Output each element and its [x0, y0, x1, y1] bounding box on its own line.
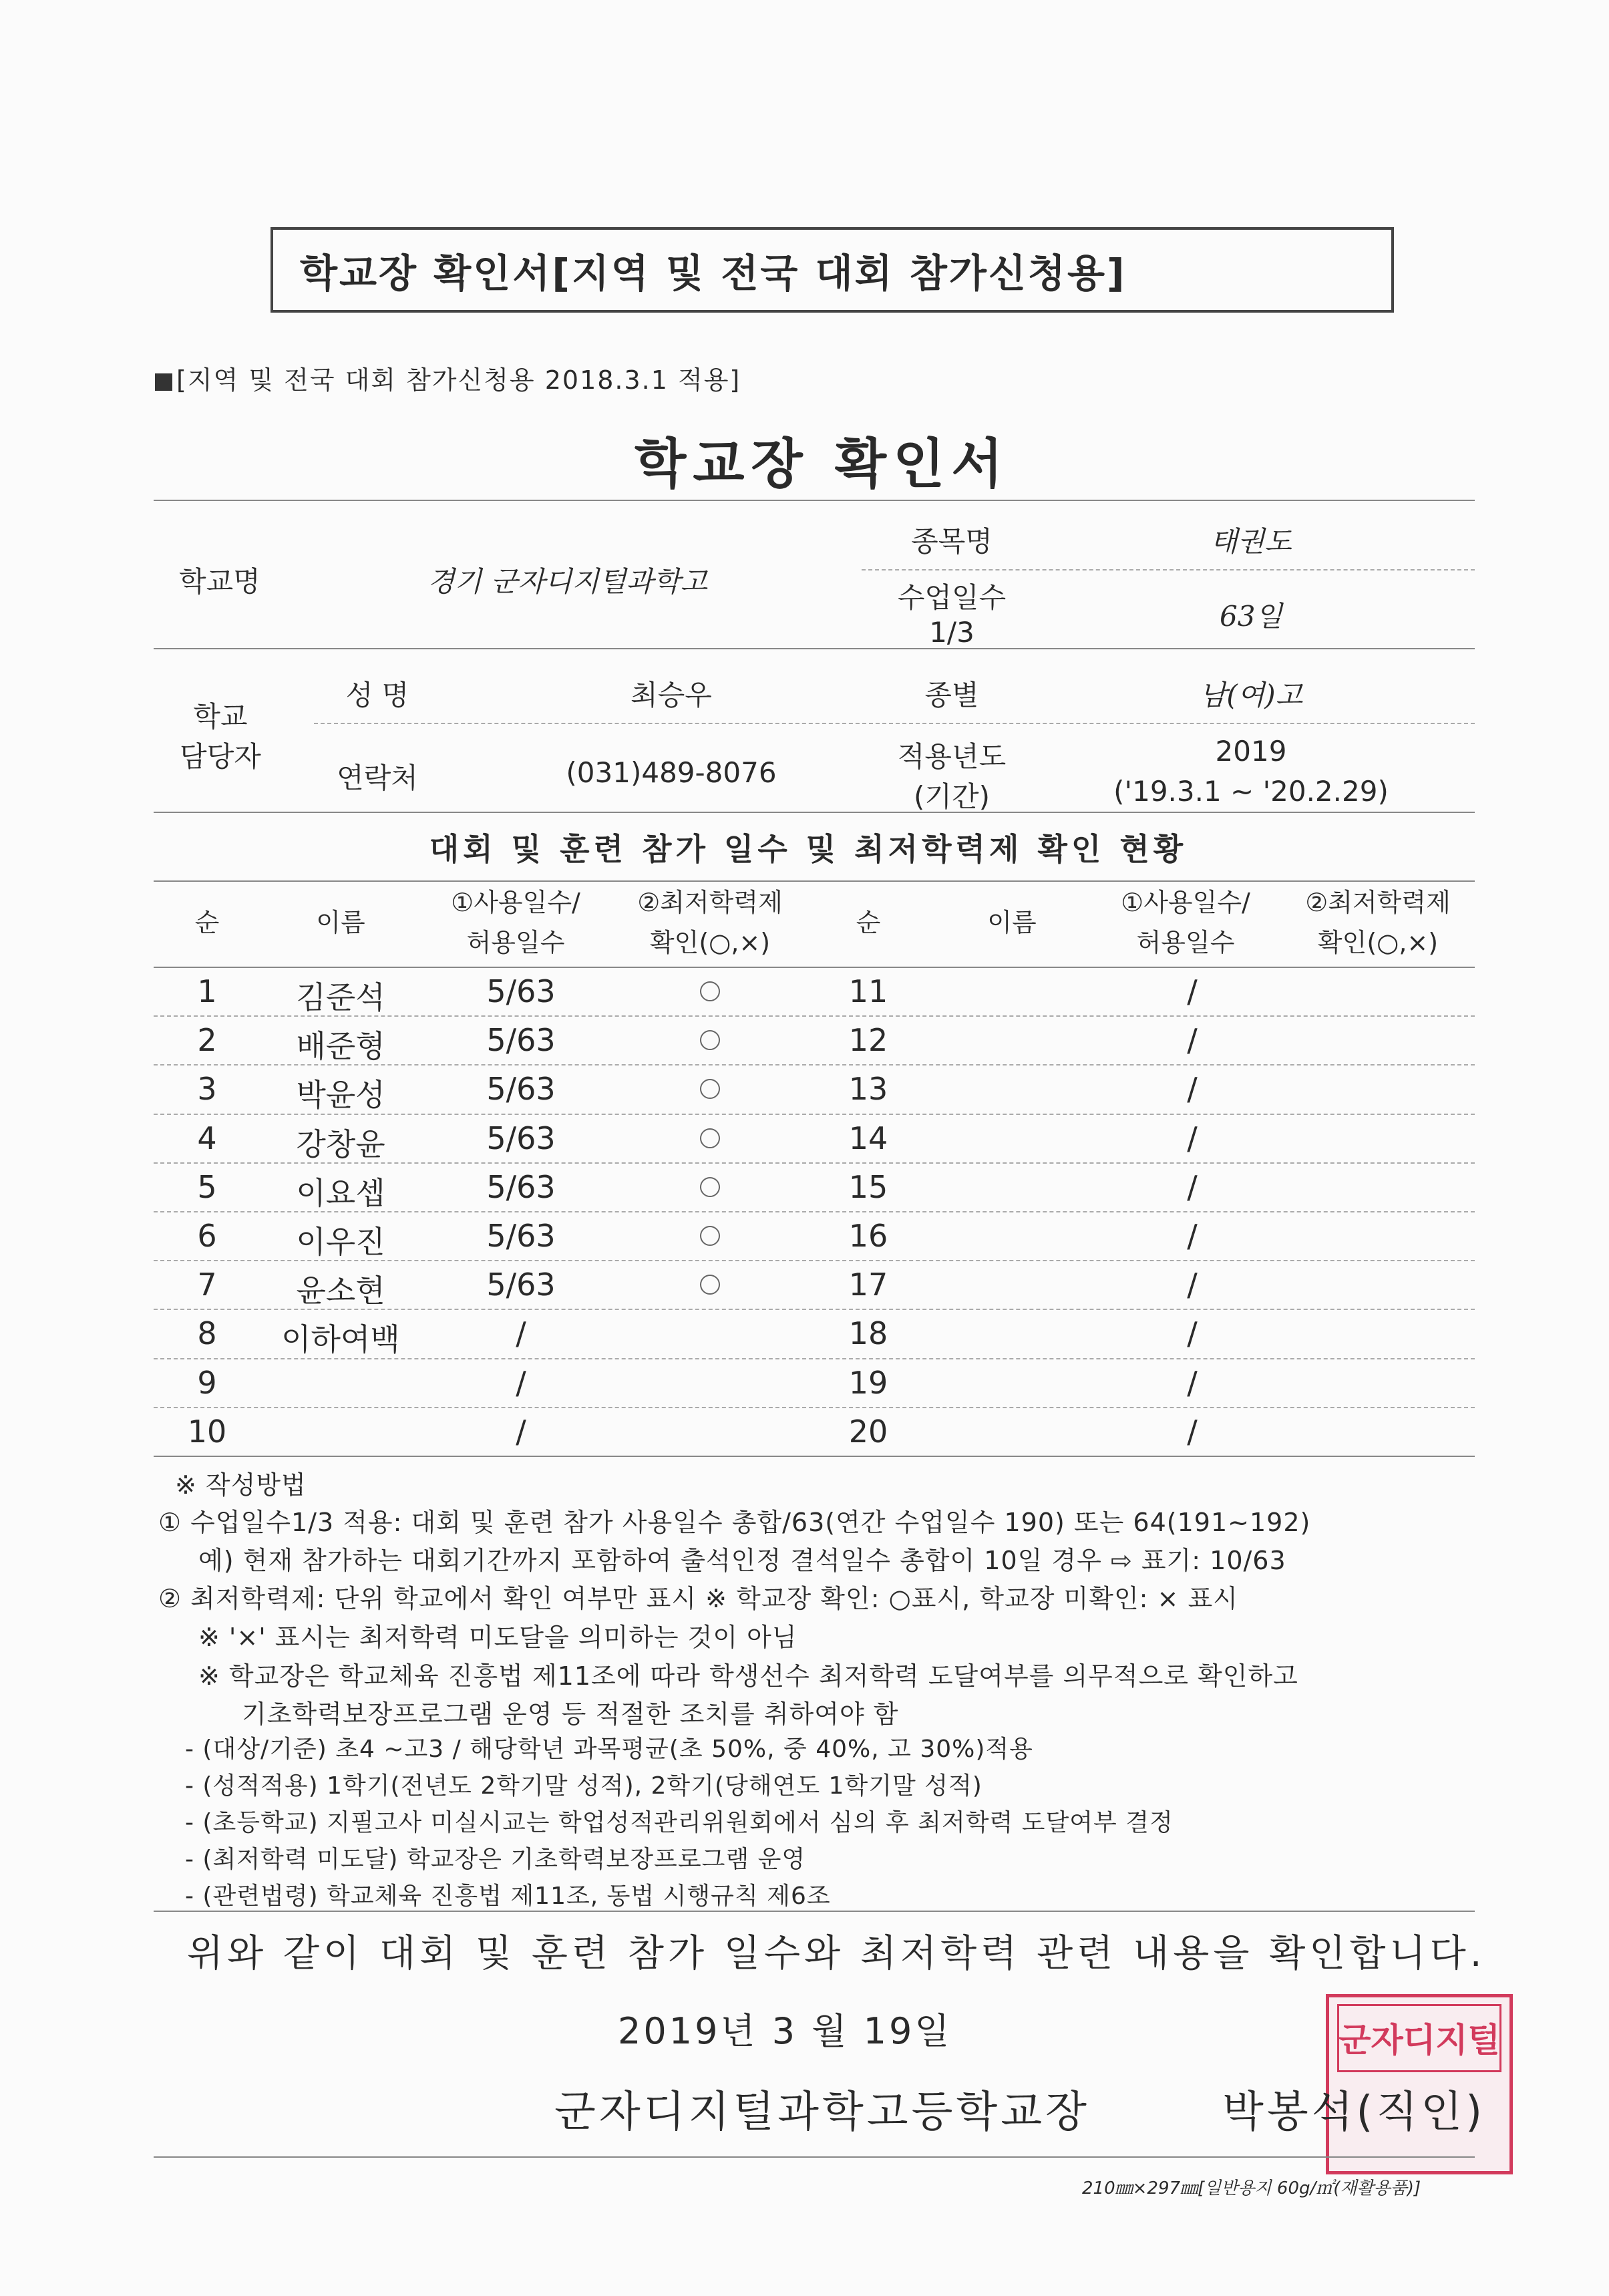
manager-label-1: 학교: [193, 700, 248, 733]
note-line: - (초등학교) 지필고사 미실시교는 학업성적관리위원회에서 심의 후 최저학력 도달여부 결정: [185, 1809, 1174, 1836]
check-circle-icon: [700, 981, 720, 1001]
note-line: - (성적적용) 1학기(전년도 2학기말 성적), 2학기(당해연도 1학기말 성적): [185, 1772, 982, 1800]
check-circle-icon: [700, 1030, 720, 1050]
used-days: /: [516, 1364, 526, 1401]
row-divider: [154, 1211, 1475, 1212]
row-number: 1: [197, 973, 217, 1009]
header-days-1-right: ①사용일수/: [1121, 888, 1250, 917]
event-value: 태권도: [1210, 525, 1292, 558]
row-number: 10: [187, 1413, 227, 1450]
square-bullet-icon: [155, 373, 172, 391]
check-circle-icon: [700, 1275, 720, 1295]
divider: [154, 967, 1475, 968]
days-label: 수업일수: [897, 581, 1007, 614]
used-days: /: [1187, 1022, 1198, 1059]
used-days: 5/63: [486, 1120, 556, 1156]
row-divider: [154, 1456, 1475, 1457]
row-number: 9: [197, 1364, 217, 1401]
row-divider: [154, 1064, 1475, 1065]
check-circle-icon: [700, 1079, 720, 1099]
check-circle-icon: [700, 1226, 720, 1246]
row-divider: [154, 1407, 1475, 1408]
row-divider: [154, 1114, 1475, 1115]
section-title: 대회 및 훈련 참가 일수 및 최저학력제 확인 현황: [429, 831, 1188, 867]
application-note-text: [지역 및 전국 대회 참가신청용 2018.3.1 적용]: [176, 365, 741, 395]
used-days: /: [1187, 1120, 1198, 1156]
row-number: 16: [848, 1218, 888, 1254]
row-number: 11: [848, 973, 888, 1009]
divider: [154, 2156, 1475, 2158]
row-number: 8: [197, 1315, 217, 1352]
confirmation-statement: 위와 같이 대회 및 훈련 참가 일수와 최저학력 관련 내용을 확인합니다.: [187, 1932, 1486, 1975]
student-name: 배준형: [296, 1028, 385, 1065]
used-days: /: [1187, 1168, 1198, 1205]
header-name: 이름: [316, 908, 365, 937]
school-value: 경기 군자디지털과학고: [427, 565, 708, 598]
used-days: 5/63: [486, 973, 556, 1009]
student-name: 윤소현: [296, 1273, 385, 1309]
used-days: 5/63: [486, 1218, 556, 1254]
page-title: 학교장 확인서: [635, 433, 1010, 495]
row-number: 12: [848, 1022, 888, 1059]
check-circle-icon: [700, 1177, 720, 1197]
note-line: - (대상/기준) 초4 ~고3 / 해당학년 과목평균(초 50%, 중 40%, 고 30%)적용: [185, 1736, 1033, 1763]
student-name: 이하여백: [281, 1321, 400, 1358]
student-name: 김준석: [296, 979, 385, 1015]
header-no-right: 순: [856, 908, 881, 937]
used-days: /: [1187, 1413, 1198, 1450]
row-divider: [154, 1015, 1475, 1017]
divider: [314, 723, 1475, 724]
type-value: 남(여)고: [1199, 679, 1303, 711]
seal-text: 군자디지털: [1338, 2021, 1500, 2060]
note-line: - (관련법령) 학교체육 진흥법 제11조, 동법 시행규칙 제6조: [185, 1882, 831, 1910]
row-number: 19: [848, 1364, 888, 1401]
divider: [862, 569, 1475, 570]
days-sub: 1/3: [929, 616, 974, 649]
header-min-2: 확인(○,×): [649, 928, 771, 957]
student-name: 이우진: [296, 1224, 385, 1260]
used-days: /: [516, 1315, 526, 1352]
row-divider: [154, 1358, 1475, 1359]
contact-value: (031)489-8076: [566, 756, 777, 789]
note-line: ※ 학교장은 학교체육 진흥법 제11조에 따라 학생선수 최저학력 도달여부를 의무적으로 확인하고: [198, 1661, 1298, 1691]
divider: [154, 500, 1475, 501]
boxed-title: 학교장 확인서[지역 및 전국 대회 참가신청용]: [271, 227, 1394, 313]
header-no: 순: [194, 908, 220, 937]
header-days-2: 허용일수: [466, 928, 565, 957]
header-days-1: ①사용일수/: [451, 888, 580, 917]
row-number: 18: [848, 1315, 888, 1352]
row-number: 20: [848, 1413, 888, 1450]
used-days: 5/63: [486, 1022, 556, 1059]
row-number: 6: [197, 1218, 217, 1254]
event-label: 종목명: [911, 525, 993, 558]
row-number: 7: [197, 1267, 217, 1303]
used-days: 5/63: [486, 1267, 556, 1303]
used-days: 5/63: [486, 1168, 556, 1205]
row-number: 5: [197, 1168, 217, 1205]
row-number: 13: [848, 1071, 888, 1108]
application-note: [155, 359, 741, 396]
row-number: 3: [197, 1071, 217, 1108]
student-name: 이요셉: [296, 1174, 385, 1211]
used-days: /: [516, 1413, 526, 1450]
principal-name: 박봉석(직인): [1222, 2088, 1486, 2137]
note-line: ① 수업일수1/3 적용: 대회 및 훈련 참가 사용일수 총합/63(연간 수업일수 190) 또는 64(191~192): [158, 1508, 1311, 1537]
contact-label: 연락처: [337, 762, 418, 794]
header-min-2-right: 확인(○,×): [1317, 928, 1439, 957]
header-name-right: 이름: [987, 908, 1037, 937]
days-value: 63일: [1219, 600, 1283, 633]
row-divider: [154, 1309, 1475, 1310]
used-days: /: [1187, 1071, 1198, 1108]
note-line: 예) 현재 참가하는 대회기간까지 포함하여 출석인정 결석일수 총합이 10일 경우 ⇨ 표기: 10/63: [198, 1546, 1286, 1575]
divider: [154, 1911, 1475, 1912]
used-days: /: [1187, 973, 1198, 1009]
divider: [154, 880, 1475, 882]
check-circle-icon: [700, 1128, 720, 1148]
divider: [154, 812, 1475, 813]
row-number: 17: [848, 1267, 888, 1303]
header-min-1: ②최저학력제: [637, 888, 783, 917]
divider: [154, 648, 1475, 649]
row-number: 14: [848, 1120, 888, 1156]
paper-spec-footer: 210㎜×297㎜[일반용지 60g/㎡(재활용품)]: [1082, 2178, 1421, 2198]
year-value: 2019: [1215, 735, 1287, 768]
row-divider: [154, 1260, 1475, 1261]
note-line: ※ '×' 표시는 최저학력 미도달을 의미하는 것이 아님: [198, 1623, 797, 1652]
note-line: 기초학력보장프로그램 운영 등 적절한 조치를 취하여야 함: [242, 1699, 899, 1729]
header-days-2-right: 허용일수: [1136, 928, 1235, 957]
note-line: ② 최저학력제: 단위 학교에서 확인 여부만 표시 ※ 학교장 확인: ○표시, 학교장 미확인: × 표시: [158, 1584, 1238, 1613]
used-days: /: [1187, 1315, 1198, 1352]
school-label: 학교명: [179, 565, 260, 598]
row-number: 2: [197, 1022, 217, 1059]
student-name: 강창윤: [296, 1126, 385, 1162]
used-days: /: [1187, 1364, 1198, 1401]
row-number: 15: [848, 1168, 888, 1205]
year-label: 적용년도: [897, 740, 1007, 773]
period-value: ('19.3.1 ~ '20.2.29): [1113, 775, 1389, 808]
row-divider: [154, 1162, 1475, 1164]
manager-label-2: 담당자: [180, 740, 261, 773]
type-label: 종별: [924, 679, 979, 711]
used-days: 5/63: [486, 1071, 556, 1108]
name-label: 성 명: [345, 679, 409, 711]
note-line: - (최저학력 미도달) 학교장은 기초학력보장프로그램 운영: [185, 1846, 806, 1873]
row-number: 4: [197, 1120, 217, 1156]
confirmation-date: 2019년 3 월 19일: [618, 2010, 952, 2052]
manager-name: 최승우: [631, 679, 712, 711]
notes-heading: ※ 작성방법: [175, 1470, 307, 1500]
used-days: /: [1187, 1267, 1198, 1303]
header-min-1-right: ②최저학력제: [1305, 888, 1451, 917]
used-days: /: [1187, 1218, 1198, 1254]
student-name: 박윤성: [296, 1077, 385, 1114]
period-label: (기간): [914, 780, 990, 813]
school-principal-title: 군자디지털과학고등학교장: [554, 2088, 1090, 2137]
